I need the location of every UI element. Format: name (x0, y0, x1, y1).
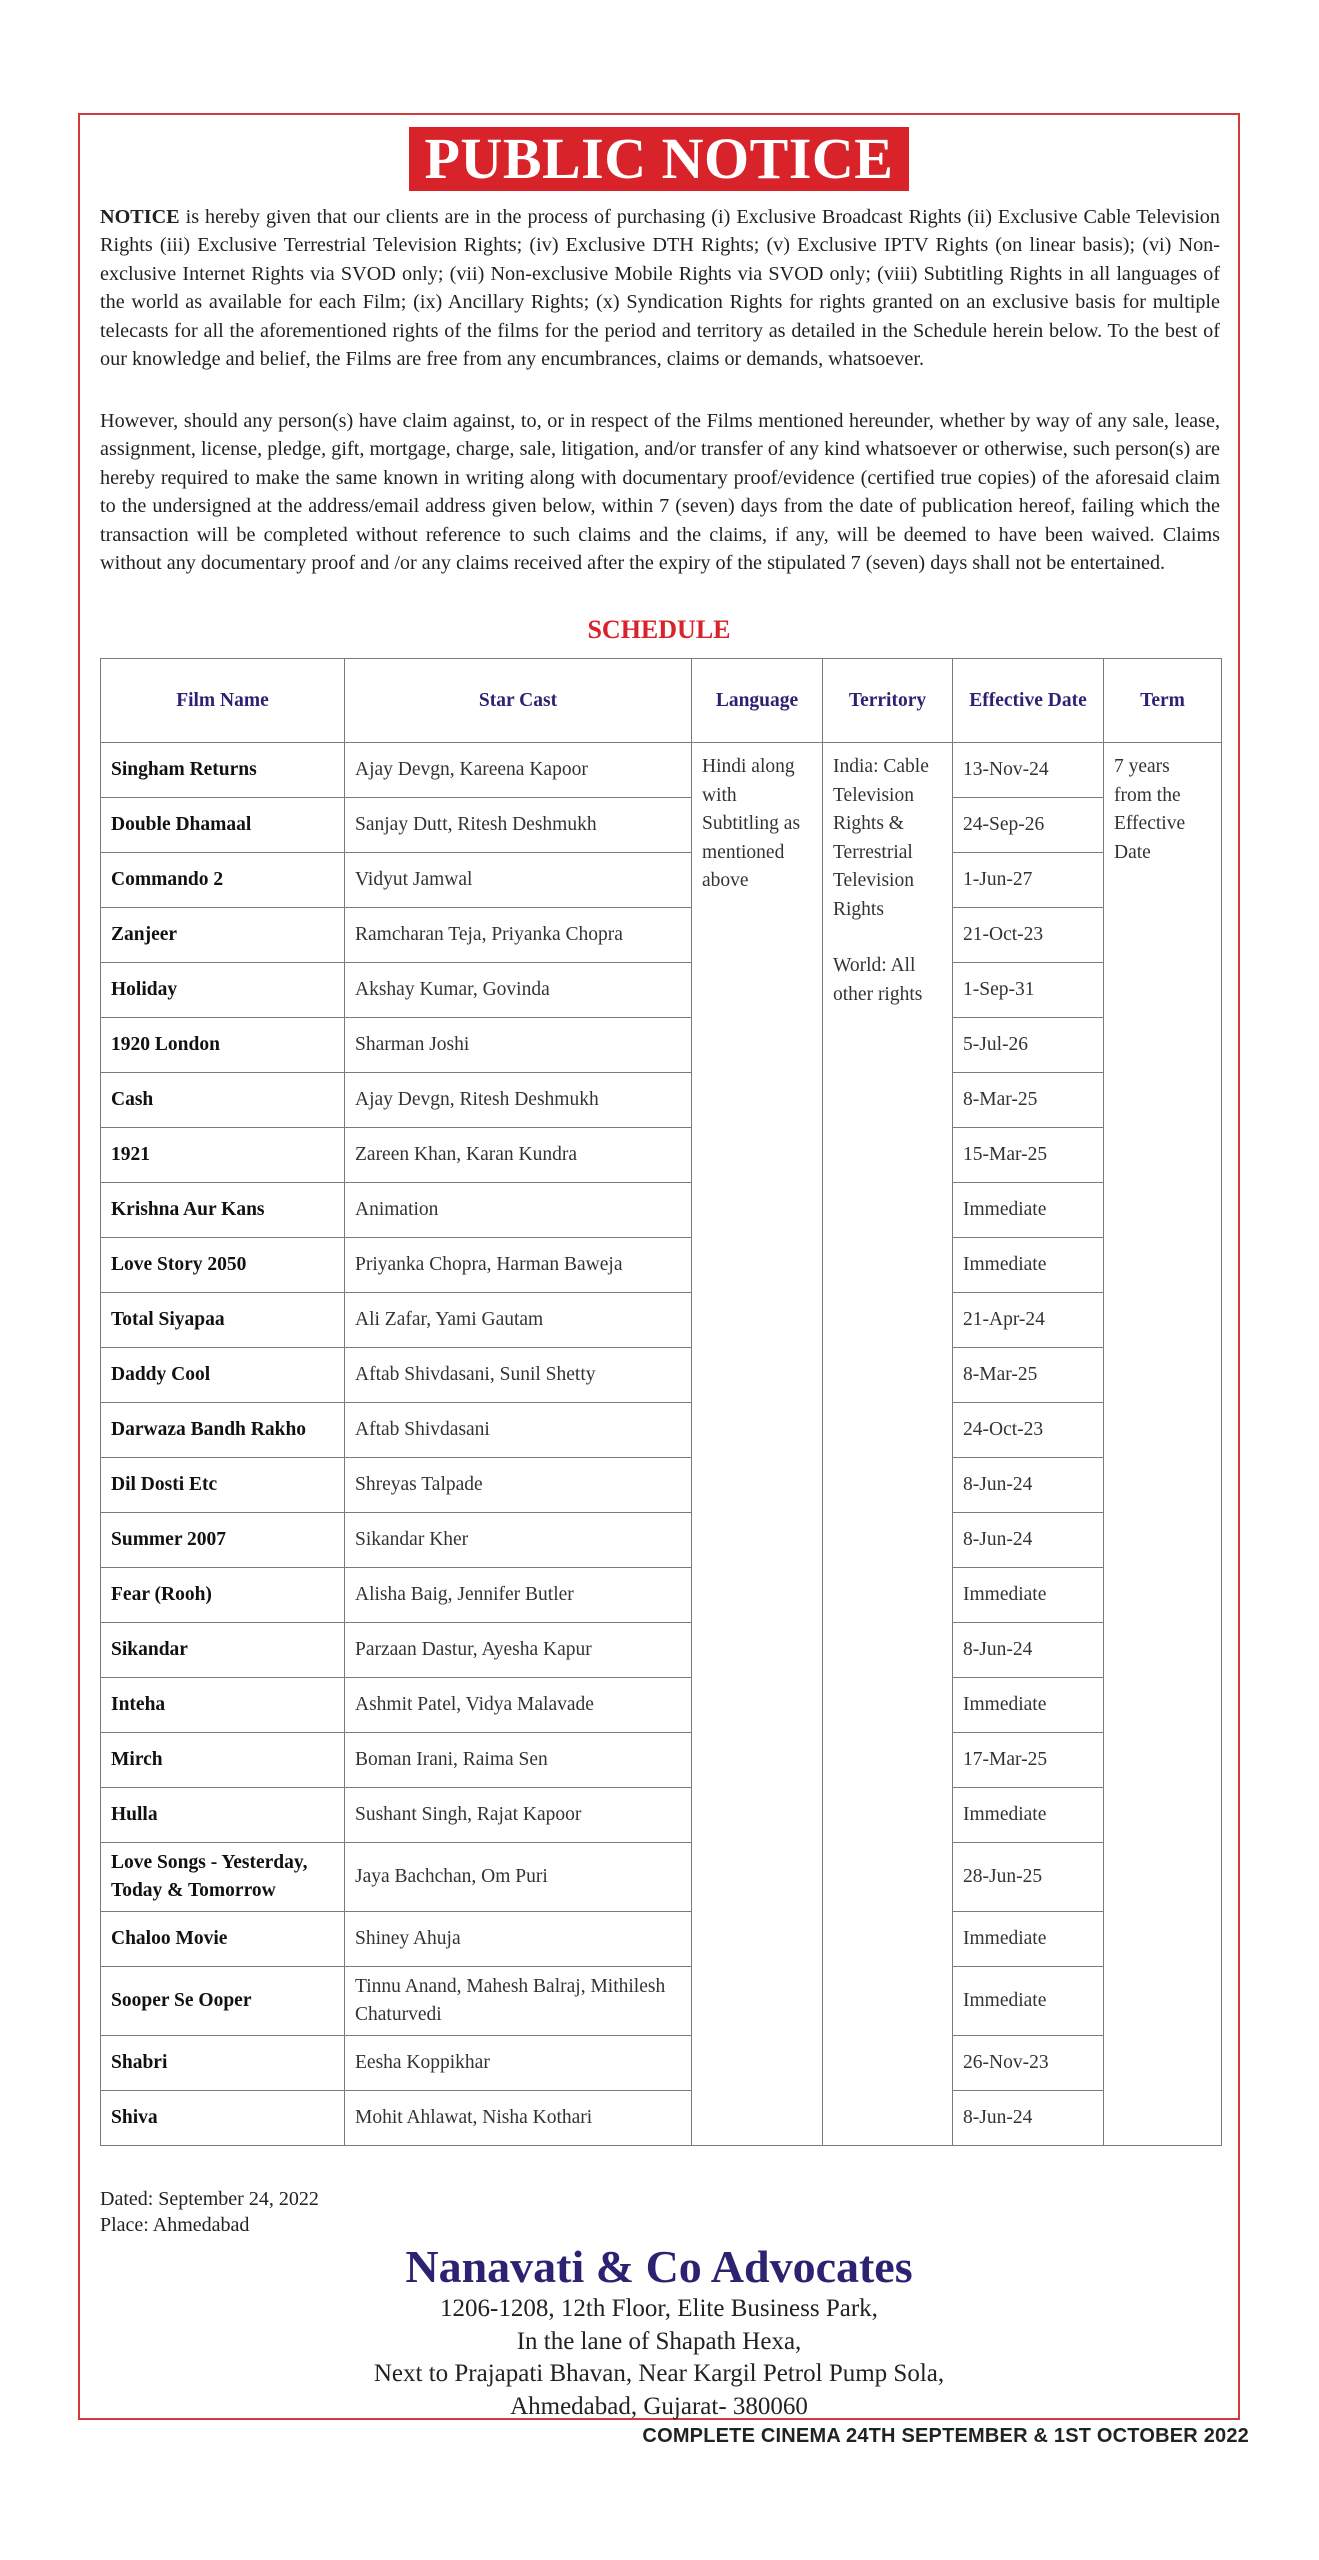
star-cast-cell: Eesha Koppikhar (345, 2036, 692, 2091)
film-name-cell: Double Dhamaal (101, 798, 345, 853)
effective-date-cell: Immediate (953, 1678, 1104, 1733)
address-line: In the lane of Shapath Hexa, (516, 2327, 802, 2355)
star-cast-cell: Alisha Baig, Jennifer Butler (345, 1568, 692, 1623)
star-cast-cell: Zareen Khan, Karan Kundra (345, 1128, 692, 1183)
effective-date-cell: 5-Jul-26 (953, 1018, 1104, 1073)
table-row (101, 743, 1222, 798)
film-name-cell: Singham Returns (101, 743, 345, 798)
table-row (101, 1348, 1222, 1403)
film-name-cell: Sooper Se Ooper (101, 1967, 345, 2036)
effective-date-cell: Immediate (953, 1912, 1104, 1967)
star-cast-cell: Aftab Shivdasani, Sunil Shetty (345, 1348, 692, 1403)
effective-date-cell: 15-Mar-25 (953, 1128, 1104, 1183)
effective-date-cell: Immediate (953, 1238, 1104, 1293)
table-row (101, 1623, 1222, 1678)
star-cast-cell: Tinnu Anand, Mahesh Balraj, Mithilesh Chaturvedi (345, 1967, 692, 2036)
publication-footer: COMPLETE CINEMA 24TH SEPTEMBER & 1ST OCTOBER 2022 (642, 2425, 1249, 2447)
table-row (101, 1967, 1222, 2036)
schedule-table-body (101, 743, 1222, 2146)
header-effective-date: Effective Date (953, 659, 1104, 743)
effective-date-cell: 21-Apr-24 (953, 1293, 1104, 1348)
star-cast-cell: Ashmit Patel, Vidya Malavade (345, 1678, 692, 1733)
table-row (101, 1458, 1222, 1513)
table-row (101, 963, 1222, 1018)
star-cast-cell: Aftab Shivdasani (345, 1403, 692, 1458)
film-name-cell: 1920 London (101, 1018, 345, 1073)
film-name-cell: Inteha (101, 1678, 345, 1733)
schedule-heading: SCHEDULE (587, 615, 731, 644)
film-name-cell: Holiday (101, 963, 345, 1018)
film-name-cell: Commando 2 (101, 853, 345, 908)
film-name-cell: Chaloo Movie (101, 1912, 345, 1967)
table-row (101, 1183, 1222, 1238)
effective-date-cell: 1-Jun-27 (953, 853, 1104, 908)
table-row (101, 1788, 1222, 1843)
effective-date-cell: 8-Jun-24 (953, 1623, 1104, 1678)
table-row (101, 1293, 1222, 1348)
table-row (101, 1073, 1222, 1128)
film-name-cell: Krishna Aur Kans (101, 1183, 345, 1238)
table-row (101, 1403, 1222, 1458)
notice-paragraph-1 (100, 203, 1220, 373)
notice-frame (78, 113, 1240, 2420)
firm-name: Nanavati & Co Advocates (405, 2241, 913, 2292)
table-row (101, 1843, 1222, 1912)
star-cast-cell: Sanjay Dutt, Ritesh Deshmukh (345, 798, 692, 853)
effective-date-cell: 21-Oct-23 (953, 908, 1104, 963)
effective-date-cell: Immediate (953, 1788, 1104, 1843)
dated-line: Dated: September 24, 2022 (100, 2188, 319, 2210)
place-line: Place: Ahmedabad (100, 2214, 250, 2236)
star-cast-cell: Sharman Joshi (345, 1018, 692, 1073)
table-row (101, 1128, 1222, 1183)
territory-india: India: Cable Television Rights & Terrestrial Television Rights (833, 756, 929, 920)
film-name-cell: Love Songs - Yesterday, Today & Tomorrow (101, 1843, 345, 1912)
table-row (101, 1733, 1222, 1788)
table-row (101, 1018, 1222, 1073)
effective-date-cell: 17-Mar-25 (953, 1733, 1104, 1788)
table-row (101, 798, 1222, 853)
header-territory: Territory (823, 659, 953, 743)
film-name-cell: Shabri (101, 2036, 345, 2091)
table-row (101, 1513, 1222, 1568)
film-name-cell: Fear (Rooh) (101, 1568, 345, 1623)
table-row (101, 908, 1222, 963)
notice-lead-word: NOTICE (100, 206, 180, 228)
header-star-cast: Star Cast (345, 659, 692, 743)
film-name-cell: Daddy Cool (101, 1348, 345, 1403)
star-cast-cell: Ali Zafar, Yami Gautam (345, 1293, 692, 1348)
effective-date-cell: 26-Nov-23 (953, 2036, 1104, 2091)
table-row (101, 1912, 1222, 1967)
table-row (101, 1678, 1222, 1733)
star-cast-cell: Priyanka Chopra, Harman Baweja (345, 1238, 692, 1293)
table-row (101, 853, 1222, 908)
star-cast-cell: Akshay Kumar, Govinda (345, 963, 692, 1018)
territory-world: World: All other rights (833, 955, 923, 1005)
table-row (101, 1238, 1222, 1293)
star-cast-cell: Shreyas Talpade (345, 1458, 692, 1513)
film-name-cell: Shiva (101, 2091, 345, 2146)
table-row (101, 2036, 1222, 2091)
header-term: Term (1104, 659, 1222, 743)
schedule-table (100, 658, 1222, 2146)
table-row (101, 1568, 1222, 1623)
term-cell: 7 years from the Effective Date (1104, 743, 1222, 2146)
film-name-cell: Mirch (101, 1733, 345, 1788)
film-name-cell: Zanjeer (101, 908, 345, 963)
address-line: Ahmedabad, Gujarat- 380060 (510, 2392, 808, 2420)
star-cast-cell: Ajay Devgn, Ritesh Deshmukh (345, 1073, 692, 1128)
territory-cell (823, 743, 953, 2146)
film-name-cell: Summer 2007 (101, 1513, 345, 1568)
language-cell: Hindi along with Subtitling as mentioned above (692, 743, 823, 2146)
star-cast-cell: Boman Irani, Raima Sen (345, 1733, 692, 1788)
effective-date-cell: Immediate (953, 1967, 1104, 2036)
effective-date-cell: Immediate (953, 1568, 1104, 1623)
table-header-row (101, 659, 1222, 743)
header-language: Language (692, 659, 823, 743)
effective-date-cell: 8-Jun-24 (953, 2091, 1104, 2146)
effective-date-cell: Immediate (953, 1183, 1104, 1238)
star-cast-cell: Jaya Bachchan, Om Puri (345, 1843, 692, 1912)
table-row (101, 2091, 1222, 2146)
effective-date-cell: 13-Nov-24 (953, 743, 1104, 798)
title-wrap (80, 127, 1238, 191)
star-cast-cell: Sushant Singh, Rajat Kapoor (345, 1788, 692, 1843)
film-name-cell: Sikandar (101, 1623, 345, 1678)
star-cast-cell: Parzaan Dastur, Ayesha Kapur (345, 1623, 692, 1678)
film-name-cell: 1921 (101, 1128, 345, 1183)
star-cast-cell: Shiney Ahuja (345, 1912, 692, 1967)
address-line: 1206-1208, 12th Floor, Elite Business Park, (440, 2295, 878, 2322)
page-title: PUBLIC NOTICE (409, 127, 910, 191)
effective-date-cell: 1-Sep-31 (953, 963, 1104, 1018)
effective-date-cell: 8-Mar-25 (953, 1348, 1104, 1403)
star-cast-cell: Ajay Devgn, Kareena Kapoor (345, 743, 692, 798)
star-cast-cell: Mohit Ahlawat, Nisha Kothari (345, 2091, 692, 2146)
header-film-name: Film Name (101, 659, 345, 743)
star-cast-cell: Ramcharan Teja, Priyanka Chopra (345, 908, 692, 963)
effective-date-cell: 28-Jun-25 (953, 1843, 1104, 1912)
effective-date-cell: 24-Sep-26 (953, 798, 1104, 853)
film-name-cell: Cash (101, 1073, 345, 1128)
film-name-cell: Hulla (101, 1788, 345, 1843)
film-name-cell: Total Siyapaa (101, 1293, 345, 1348)
star-cast-cell: Sikandar Kher (345, 1513, 692, 1568)
dated-place (100, 2186, 319, 2238)
film-name-cell: Darwaza Bandh Rakho (101, 1403, 345, 1458)
notice-paragraph-1-text: is hereby given that our clients are in the process of purchasing (i) Exclusive Broadcast Rights (ii) Exclusive Cable Television Rights (iii) Exclusive Terrestrial Television Rights; (iv) Exclusive DTH Rights; (v) Exclusive IPTV Rights (on linear basis); (vi) Non-exclusive Internet Rights via SVOD only; (vii) Non-exclusive Mobile Rights via SVOD only; (viii) Subtitling Rights in all languages of the world as available for each Film; (ix) Ancillary Rights; (x) Syndication Rights for rights granted on an exclusive basis for multiple telecasts for all the aforementioned rights of the films for the period and territory as detailed in the Schedule herein below. To the best of our knowledge and belief, the Films are free from any encumbrances, claims or demands, whatsoever. (100, 206, 1220, 371)
address-line: Next to Prajapati Bhavan, Near Kargil Petrol Pump Sola, (373, 2360, 945, 2387)
film-name-cell: Dil Dosti Etc (101, 1458, 345, 1513)
film-name-cell: Love Story 2050 (101, 1238, 345, 1293)
notice-paragraph-2: However, should any person(s) have claim against, to, or in respect of the Films mentioned hereunder, whether by way of any sale, lease, assignment, license, pledge, gift, mortgage, charge, sale, litigation, and/or transfer of any kind whatsoever or otherwise, such person(s) are hereby required to make the same known in writing along with documentary proof/evidence (certified true copies) of the aforesaid claim to the undersigned at the address/email address given below, within 7 (seven) days from the date of publication hereof, failing which the transaction will be completed without reference to such claims and the claims, if any, will be deemed to have been waived. Claims without any documentary proof and /or any claims received after the expiry of the stipulated 7 (seven) days shall not be entertained. (100, 410, 1220, 575)
effective-date-cell: 8-Jun-24 (953, 1458, 1104, 1513)
effective-date-cell: 8-Jun-24 (953, 1513, 1104, 1568)
effective-date-cell: 24-Oct-23 (953, 1403, 1104, 1458)
firm-address (80, 2293, 1238, 2423)
star-cast-cell: Vidyut Jamwal (345, 853, 692, 908)
effective-date-cell: 8-Mar-25 (953, 1073, 1104, 1128)
star-cast-cell: Animation (345, 1183, 692, 1238)
